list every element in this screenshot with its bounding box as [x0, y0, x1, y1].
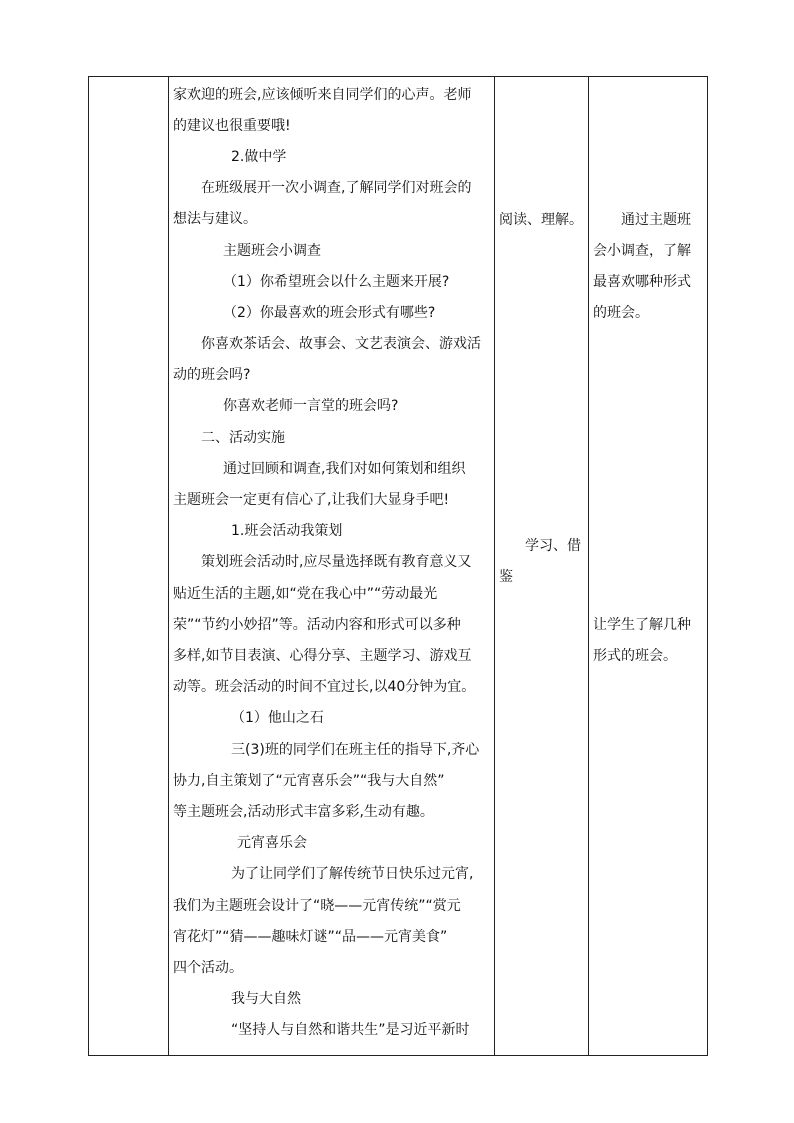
lesson-plan-table	[88, 76, 708, 1056]
text-line: 我们为主题班会设计了“晓——元宵传统”“赏元	[173, 898, 461, 914]
student-activity-text: 阅读、理解。	[499, 212, 583, 228]
text-line: 主题班会一定更有信心了,让我们大显身手吧!	[173, 492, 450, 508]
student-activity-text: 鉴	[499, 569, 513, 585]
text-line: “坚持人与自然和谐共生”是习近平新时	[231, 1022, 470, 1038]
column-divider	[494, 77, 495, 1055]
activity-title: 元宵喜乐会	[237, 835, 307, 851]
column-divider	[588, 77, 589, 1055]
text-line: 动的班会吗?	[173, 367, 251, 383]
survey-question: （1）你希望班会以什么主题来开展?	[223, 274, 450, 290]
text-line: 通过回顾和调查,我们对如何策划和组织	[223, 461, 466, 477]
text-line: 家欢迎的班会,应该倾听来自同学们的心声。老师	[173, 87, 472, 103]
section-heading: 2.做中学	[231, 149, 287, 165]
section-heading: （1）他山之石	[231, 710, 324, 726]
text-line: 你喜欢茶话会、故事会、文艺表演会、游戏活	[201, 336, 481, 352]
student-activity-text: 学习、借	[525, 538, 581, 554]
design-intent-text: 最喜欢哪种形式	[593, 274, 691, 290]
text-line: 四个活动。	[173, 960, 243, 976]
text-line: 在班级展开一次小调查,了解同学们对班会的	[201, 180, 472, 196]
design-intent-text: 让学生了解几种	[593, 617, 691, 633]
design-intent-text: 会小调查，了解	[593, 243, 691, 259]
text-line: 贴近生活的主题,如“党在我心中”“劳动最光	[173, 586, 438, 602]
text-line: 多样,如节目表演、心得分享、主题学习、游戏互	[173, 648, 472, 664]
text-line: 为了让同学们了解传统节日快乐过元宵,	[231, 866, 474, 882]
column-divider	[168, 77, 169, 1055]
text-line: 你喜欢老师一言堂的班会吗?	[223, 398, 399, 414]
text-line: 三(3)班的同学们在班主任的指导下,齐心	[231, 742, 480, 758]
text-line: 协力,自主策划了“元宵喜乐会”“我与大自然”	[173, 773, 445, 789]
text-line: 荣”“节约小妙招”等。活动内容和形式可以多种	[173, 617, 461, 633]
text-line: 宵花灯”“猜——趣味灯谜”“品——元宵美食”	[173, 929, 448, 945]
survey-question: （2）你最喜欢的班会形式有哪些?	[223, 305, 436, 321]
text-line: 的建议也很重要哦!	[173, 118, 291, 134]
activity-title: 我与大自然	[231, 991, 301, 1007]
section-heading: 二、活动实施	[201, 430, 285, 446]
design-intent-text: 的班会。	[593, 305, 649, 321]
text-line: 等主题班会,活动形式丰富多彩,生动有趣。	[173, 804, 434, 820]
section-heading: 1.班会活动我策划	[231, 523, 343, 539]
text-line: 策划班会活动时,应尽量选择既有教育意义又	[201, 554, 472, 570]
survey-title: 主题班会小调查	[223, 243, 321, 259]
text-line: 想法与建议。	[173, 211, 257, 227]
text-line: 动等。班会活动的时间不宜过长,以40分钟为宜。	[173, 679, 476, 695]
design-intent-text: 形式的班会。	[593, 648, 677, 664]
design-intent-text: 通过主题班	[621, 212, 691, 228]
